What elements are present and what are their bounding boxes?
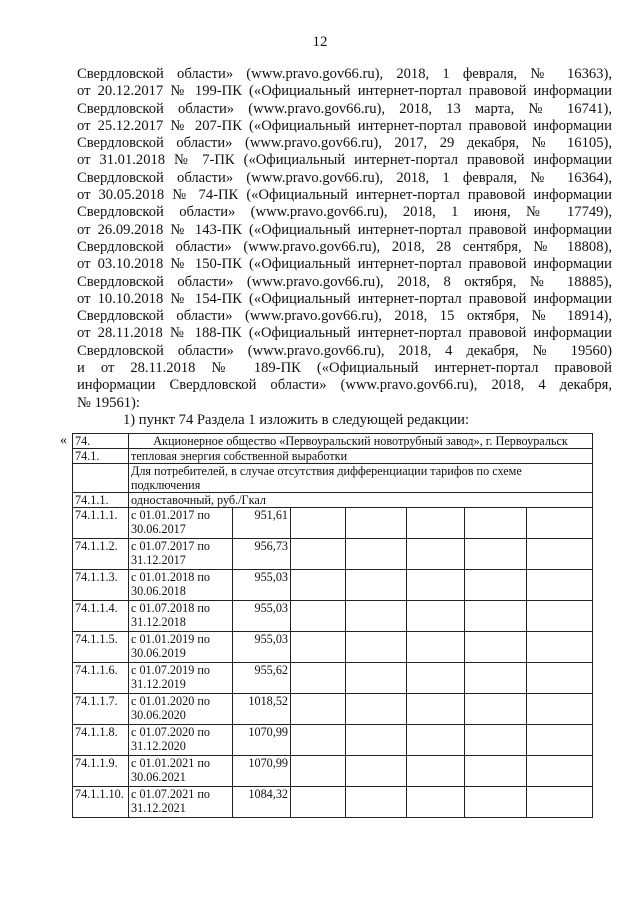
rate-num: 74.1.1. bbox=[73, 493, 129, 508]
empty-cell bbox=[407, 756, 465, 787]
table-row bbox=[73, 756, 593, 787]
paragraph-line: от 28.11.2018 № 188-ПК («Официальный интернет-портал правовой информации bbox=[77, 325, 612, 342]
empty-cell bbox=[465, 663, 527, 694]
amendment-item: 1) пункт 74 Раздела 1 изложить в следующей редакции: bbox=[123, 411, 470, 428]
paragraph-line: и от 28.11.2018 № 189-ПК («Официальный интернет-портал правовой bbox=[77, 360, 612, 377]
empty-cell bbox=[527, 508, 593, 539]
empty-cell bbox=[465, 570, 527, 601]
empty-cell bbox=[346, 601, 407, 632]
row-value: 951,61 bbox=[233, 508, 291, 539]
row-period: с 01.01.2018 по 30.06.2018 bbox=[129, 570, 233, 601]
table-header-row bbox=[73, 434, 593, 449]
empty-cell bbox=[527, 756, 593, 787]
empty-cell bbox=[407, 694, 465, 725]
table-sub-row bbox=[73, 449, 593, 464]
empty-cell bbox=[291, 601, 346, 632]
row-period: с 01.01.2021 по 30.06.2021 bbox=[129, 756, 233, 787]
row-number: 74.1.1.4. bbox=[73, 601, 129, 632]
page-number: 12 bbox=[312, 34, 328, 50]
paragraph-line: от 20.12.2017 № 199-ПК («Официальный интернет-портал правовой информации bbox=[77, 83, 612, 100]
empty-cell bbox=[407, 632, 465, 663]
row-period: с 01.07.2018 по 31.12.2018 bbox=[129, 601, 233, 632]
row-number: 74.1.1.5. bbox=[73, 632, 129, 663]
empty-cell bbox=[407, 508, 465, 539]
row-period: с 01.07.2020 по 31.12.2020 bbox=[129, 725, 233, 756]
row-number: 74.1.1.3. bbox=[73, 570, 129, 601]
row-value: 955,03 bbox=[233, 632, 291, 663]
empty-cell bbox=[291, 694, 346, 725]
empty-cell bbox=[527, 570, 593, 601]
paragraph-line: Свердловской области» (www.pravo.gov66.ru), 2018, 8 октября, № 18885), bbox=[77, 273, 612, 290]
paragraph-line: Свердловской области» (www.pravo.gov66.ru), 2018, 1 июня, № 17749), bbox=[77, 204, 612, 221]
empty-cell bbox=[527, 663, 593, 694]
table-row bbox=[73, 663, 593, 694]
empty-cell bbox=[346, 508, 407, 539]
paragraph-line: Свердловской области» (www.pravo.gov66.ru), 2018, 1 февраля, № 16364), bbox=[77, 169, 612, 186]
paragraph-line: от 30.05.2018 № 74-ПК («Официальный интернет-портал правовой информации bbox=[77, 187, 612, 204]
table-row bbox=[73, 725, 593, 756]
row-period: с 01.07.2017 по 31.12.2017 bbox=[129, 539, 233, 570]
row-value: 1018,52 bbox=[233, 694, 291, 725]
empty-cell bbox=[346, 756, 407, 787]
empty-cell bbox=[346, 787, 407, 818]
empty-cell bbox=[346, 632, 407, 663]
paragraph-line: Свердловской области» (www.pravo.gov66.ru), 2018, 1 февраля, № 16363), bbox=[77, 66, 612, 82]
empty-cell bbox=[291, 756, 346, 787]
consumers-row bbox=[73, 464, 593, 493]
row-period: с 01.01.2020 по 30.06.2020 bbox=[129, 694, 233, 725]
empty-cell bbox=[291, 508, 346, 539]
table-row bbox=[73, 539, 593, 570]
empty-cell bbox=[407, 601, 465, 632]
empty-cell bbox=[291, 787, 346, 818]
consumers-text: Для потребителей, в случае отсутствия дифференциации тарифов по схеме подключения bbox=[129, 464, 593, 493]
sub-num: 74.1. bbox=[73, 449, 129, 464]
paragraph-line: Свердловской области» (www.pravo.gov66.ru), 2017, 29 декабря, № 16105), bbox=[77, 135, 612, 152]
empty-cell bbox=[465, 601, 527, 632]
table-row bbox=[73, 601, 593, 632]
row-number: 74.1.1.1. bbox=[73, 508, 129, 539]
empty-cell bbox=[346, 725, 407, 756]
empty-cell bbox=[291, 570, 346, 601]
paragraph-line: Свердловской области» (www.pravo.gov66.ru), 2018, 15 октября, № 18914), bbox=[77, 308, 612, 325]
empty-cell bbox=[465, 756, 527, 787]
empty-cell bbox=[291, 632, 346, 663]
empty-cell bbox=[346, 539, 407, 570]
row-value: 955,03 bbox=[233, 601, 291, 632]
row-value: 1070,99 bbox=[233, 756, 291, 787]
empty-cell bbox=[346, 694, 407, 725]
empty-cell bbox=[527, 539, 593, 570]
empty-cell bbox=[346, 663, 407, 694]
opening-quote: « bbox=[60, 433, 67, 448]
paragraph-line: от 25.12.2017 № 207-ПК («Официальный интернет-портал правовой информации bbox=[77, 117, 612, 134]
paragraph-line: № 19561): bbox=[77, 394, 140, 411]
empty-cell bbox=[465, 508, 527, 539]
empty-cell bbox=[465, 539, 527, 570]
row-value: 955,62 bbox=[233, 663, 291, 694]
paragraph-line: Свердловской области» (www.pravo.gov66.ru), 2018, 4 декабря, № 19560) bbox=[77, 342, 612, 359]
empty-cell bbox=[346, 570, 407, 601]
sub-text: тепловая энергия собственной выработки bbox=[129, 449, 593, 464]
empty-cell bbox=[407, 725, 465, 756]
rate-row bbox=[73, 493, 593, 508]
empty-cell bbox=[465, 694, 527, 725]
row-period: с 01.07.2019 по 31.12.2019 bbox=[129, 663, 233, 694]
row-period: с 01.01.2019 по 30.06.2019 bbox=[129, 632, 233, 663]
table-row bbox=[73, 787, 593, 818]
empty-cell bbox=[527, 632, 593, 663]
paragraph-line: Свердловской области» (www.pravo.gov66.ru), 2018, 28 сентября, № 18808), bbox=[77, 238, 612, 255]
header-org: Акционерное общество «Первоуральский новотрубный завод», г. Первоуральск bbox=[129, 434, 593, 449]
paragraph-line: информации Свердловской области» (www.pravo.gov66.ru), 2018, 4 декабря, bbox=[77, 377, 612, 394]
row-number: 74.1.1.6. bbox=[73, 663, 129, 694]
row-period: с 01.07.2021 по 31.12.2021 bbox=[129, 787, 233, 818]
empty-cell bbox=[527, 725, 593, 756]
paragraph-line: Свердловской области» (www.pravo.gov66.ru), 2018, 13 марта, № 16741), bbox=[77, 100, 612, 117]
rate-text: одноставочный, руб./Гкал bbox=[129, 493, 593, 508]
row-number: 74.1.1.2. bbox=[73, 539, 129, 570]
tariff-table bbox=[72, 433, 593, 818]
row-number: 74.1.1.10. bbox=[73, 787, 129, 818]
table-row bbox=[73, 570, 593, 601]
empty-cell bbox=[291, 663, 346, 694]
empty-cell bbox=[291, 539, 346, 570]
table-row bbox=[73, 632, 593, 663]
row-number: 74.1.1.7. bbox=[73, 694, 129, 725]
empty-cell bbox=[527, 601, 593, 632]
paragraph-line: от 10.10.2018 № 154-ПК («Официальный интернет-портал правовой информации bbox=[77, 290, 612, 307]
table-row bbox=[73, 508, 593, 539]
row-number: 74.1.1.9. bbox=[73, 756, 129, 787]
empty-cell bbox=[465, 787, 527, 818]
row-value: 1070,99 bbox=[233, 725, 291, 756]
row-period: с 01.01.2017 по 30.06.2017 bbox=[129, 508, 233, 539]
empty-cell bbox=[527, 787, 593, 818]
empty-cell bbox=[527, 694, 593, 725]
table-row bbox=[73, 694, 593, 725]
row-value: 955,03 bbox=[233, 570, 291, 601]
empty-cell bbox=[291, 725, 346, 756]
paragraph-line: от 03.10.2018 № 150-ПК («Официальный интернет-портал правовой информации bbox=[77, 256, 612, 273]
paragraph-line: от 26.09.2018 № 143-ПК («Официальный интернет-портал правовой информации bbox=[77, 221, 612, 238]
paragraph-line: от 31.01.2018 № 7-ПК («Официальный интернет-портал правовой информации bbox=[77, 152, 612, 169]
row-value: 956,73 bbox=[233, 539, 291, 570]
empty-cell bbox=[465, 632, 527, 663]
empty-cell bbox=[407, 539, 465, 570]
header-num: 74. bbox=[73, 434, 129, 449]
body-paragraph bbox=[77, 66, 612, 429]
empty-cell bbox=[465, 725, 527, 756]
row-number: 74.1.1.8. bbox=[73, 725, 129, 756]
row-value: 1084,32 bbox=[233, 787, 291, 818]
empty-cell bbox=[407, 570, 465, 601]
empty-cell bbox=[407, 663, 465, 694]
empty-cell bbox=[407, 787, 465, 818]
